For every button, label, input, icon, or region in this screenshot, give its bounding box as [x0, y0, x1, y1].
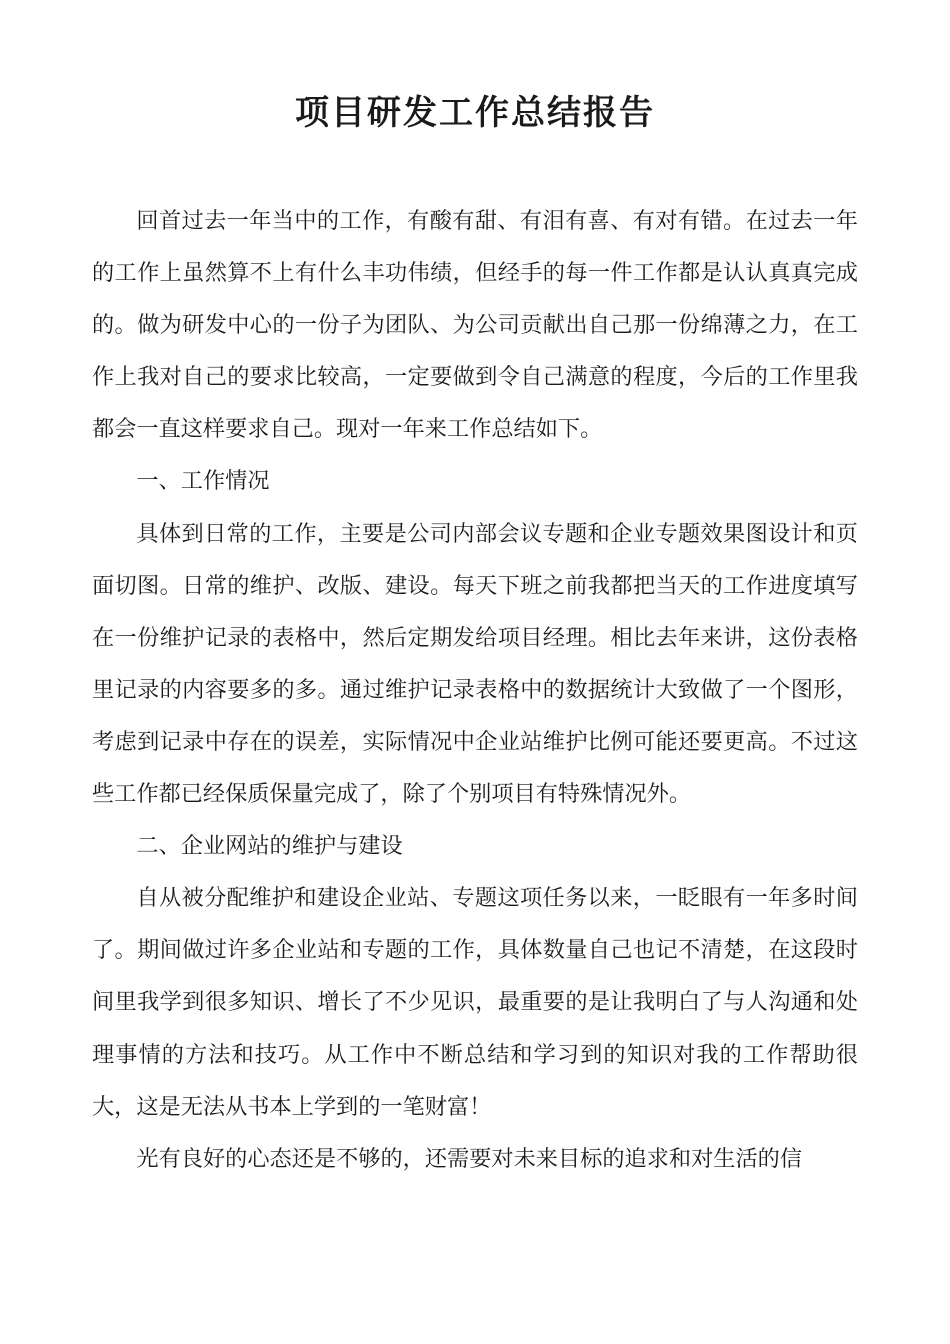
document-body [92, 195, 858, 1185]
paragraph-daily-work: 具体到日常的工作，主要是公司内部会议专题和企业专题效果图设计和页面切图。日常的维护、改版、建设。每天下班之前我都把当天的工作进度填写在一份维护记录的表格中，然后定期发给项目经理。相比去年来讲，这份表格里记录的内容要多的多。通过维护记录表格中的数据统计大致做了一个图形，考虑到记录中存在的误差，实际情况中企业站维护比例可能还要更高。不过这些工作都已经保质保量完成了，除了个别项目有特殊情况外。 [92, 520, 858, 808]
paragraph-website-experience: 自从被分配维护和建设企业站、专题这项任务以来，一眨眼有一年多时间了。期间做过许多企业站和专题的工作，具体数量自己也记不清楚，在这段时间里我学到很多知识、增长了不少见识，最重要的是让我明白了与人沟通和处理事情的方法和技巧。从工作中不断总结和学习到的知识对我的工作帮助很大，这是无法从书本上学到的一笔财富！ [92, 885, 858, 1120]
section-heading-website-maintenance: 二、企业网站的维护与建设 [136, 833, 403, 860]
paragraph-intro: 回首过去一年当中的工作，有酸有甜、有泪有喜、有对有错。在过去一年的工作上虽然算不上有什么丰功伟绩，但经手的每一件工作都是认认真真完成的。做为研发中心的一份子为团队、为公司贡献出自己那一份绵薄之力，在工作上我对自己的要求比较高，一定要做到令自己满意的程度，今后的工作里我都会一直这样要求自己。现对一年来工作总结如下。 [92, 208, 858, 443]
document-title: 项目研发工作总结报告 [295, 93, 655, 133]
paragraph-mindset: 光有良好的心态还是不够的，还需要对未来目标的追求和对生活的信 [136, 1145, 803, 1172]
section-heading-work-status: 一、工作情况 [136, 468, 270, 495]
